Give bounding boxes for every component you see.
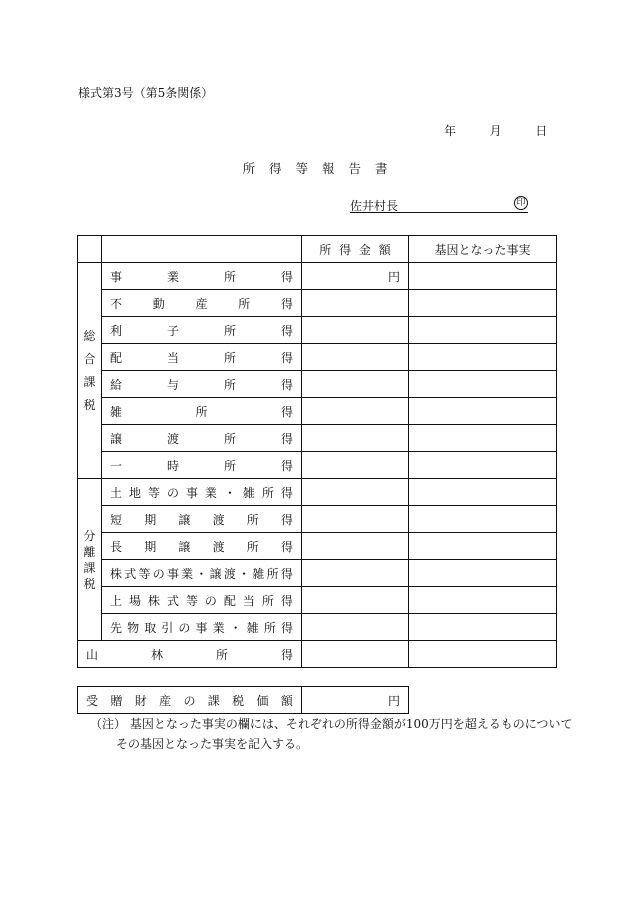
table-row [78,290,557,317]
separate-item-label-cell [102,587,302,614]
label-char: 受 [86,693,99,708]
label-char: 産 [195,296,208,311]
label-char: 短 [110,512,123,527]
comprehensive-item-label-cell [102,398,302,425]
label-char: 額 [280,693,293,708]
label-char: 譲 [110,431,123,446]
comprehensive-item-reason-cell[interactable] [409,452,557,479]
separate-item-label [102,592,301,609]
label-char: の [204,593,217,608]
comprehensive-item-reason-cell[interactable] [409,263,557,290]
label-char: 得 [280,323,293,338]
comprehensive-item-label [102,403,301,420]
footnote-line-1 [90,714,573,734]
label-char: 上 [110,593,123,608]
label-char: ・ [238,566,251,581]
label-char: 取 [144,620,157,635]
label-char: 贈 [110,693,123,708]
label-char: 等 [147,485,160,500]
label-char: 渡 [212,512,225,527]
label-char: 所 [263,620,276,635]
comprehensive-item-reason-cell[interactable] [409,425,557,452]
label-char: 雑 [252,566,265,581]
table-row [78,317,557,344]
separate-item-amount-cell[interactable] [302,533,409,560]
label-char: 給 [110,377,123,392]
label-char: 得 [280,620,293,635]
label-char: 得 [280,566,293,581]
label-char: 所 [266,566,279,581]
table-row [78,398,557,425]
comprehensive-item-label [102,349,301,366]
label-char: 得 [280,431,293,446]
label-char: 税 [232,693,245,708]
header-row [78,236,557,263]
date-year-label: 年 [444,124,457,138]
table-row [78,425,557,452]
comprehensive-item-reason-cell[interactable] [409,371,557,398]
label-char: 所 [223,431,236,446]
header-income-amount: 所 得 金 額 [302,236,409,263]
table-row [78,344,557,371]
label-char: 利 [110,323,123,338]
addressee-line [350,197,528,213]
separate-item-reason-cell[interactable] [409,533,557,560]
gift-value-cell[interactable]: 円 [302,687,409,714]
title-text: 所 得 等 報 告 書 [242,161,388,176]
group-char: 総 [83,329,96,343]
label-char: 先 [110,620,123,635]
group-char: 分 [83,528,96,543]
footnote-prefix: （注） [90,717,127,731]
label-char: 長 [110,539,123,554]
forest-item-amount-cell[interactable] [302,641,409,668]
label-char: 価 [256,693,269,708]
label-char: 業 [212,620,225,635]
comprehensive-item-amount-cell[interactable] [302,290,409,317]
label-char: 林 [150,647,163,662]
table-row [78,506,557,533]
date-day-label: 日 [535,124,548,138]
comprehensive-item-reason-cell[interactable] [409,290,557,317]
table-row [78,560,557,587]
label-char: 所 [223,350,236,365]
label-char: 所 [261,485,274,500]
label-char: 与 [166,377,179,392]
footnote-line-2 [90,734,573,754]
label-char: 譲 [178,539,191,554]
label-char: 配 [110,350,123,365]
table-row [78,479,557,506]
header-reason: 基因となった事実 [409,236,557,263]
label-char: 所 [238,296,251,311]
label-char: 等 [185,593,198,608]
comprehensive-item-amount-cell[interactable] [302,398,409,425]
comprehensive-item-label-cell [102,425,302,452]
separate-item-label-cell [102,506,302,533]
table-row [78,452,557,479]
separate-item-reason-cell[interactable] [409,506,557,533]
label-char: 得 [280,512,293,527]
label-char: ・ [229,620,242,635]
label-char: 土 [110,485,123,500]
label-char: 譲 [209,566,222,581]
comprehensive-item-label [102,295,301,312]
separate-item-amount-cell[interactable] [302,560,409,587]
separate-item-label [102,484,301,501]
group-separate [78,479,102,641]
label-char: 式 [124,566,137,581]
separate-item-amount-cell[interactable] [302,506,409,533]
label-char: 所 [215,647,228,662]
comprehensive-item-label-cell [102,263,302,290]
label-char: 得 [280,458,293,473]
label-char: 物 [127,620,140,635]
label-char: 事 [185,485,198,500]
comprehensive-item-reason-cell[interactable] [409,317,557,344]
label-char: の [183,693,196,708]
separate-item-reason-cell[interactable] [409,479,557,506]
comprehensive-item-amount-cell[interactable] [302,371,409,398]
separate-item-amount-cell[interactable] [302,479,409,506]
table-row [78,371,557,398]
label-char: 得 [280,404,293,419]
separate-item-label-cell [102,614,302,641]
comprehensive-item-label-cell [102,344,302,371]
separate-item-label [102,619,301,636]
group-comprehensive [78,263,102,479]
gift-row [78,687,409,714]
label-char: 所 [261,593,274,608]
label-char: 当 [242,593,255,608]
table-row [78,587,557,614]
table-row [78,614,557,641]
header-blank-cell [102,236,302,263]
label-char: 所 [246,512,259,527]
comprehensive-item-label-cell [102,371,302,398]
label-char: 引 [161,620,174,635]
label-char: 株 [110,566,123,581]
label-char: 所 [223,458,236,473]
table-row [78,641,557,668]
group-char: 税 [83,398,96,412]
label-char: 得 [280,485,293,500]
label-char: 子 [166,323,179,338]
label-char: 所 [246,539,259,554]
label-char: 業 [204,485,217,500]
label-char: 事 [166,566,179,581]
comprehensive-item-reason-cell[interactable] [409,344,557,371]
label-char: 一 [110,458,123,473]
group-char: 課 [83,560,96,575]
label-char: 業 [166,269,179,284]
comprehensive-item-label [102,376,301,393]
comprehensive-item-label [102,268,301,285]
label-char: 得 [280,377,293,392]
footnote-text-1: 基因となった事実の欄には、それぞれの所得金額が100万円を超えるものについて [129,717,573,731]
label-char: 得 [280,269,293,284]
label-char: 得 [280,647,293,662]
form-number: 様式第3号（第5条関係） [78,86,214,100]
label-char: 雑 [242,485,255,500]
label-char: 期 [144,539,157,554]
label-char: 渡 [166,431,179,446]
label-char: 山 [86,647,99,662]
separate-item-label [102,538,301,555]
label-char: 得 [280,593,293,608]
forest-item-label [78,646,301,663]
separate-item-label [102,565,301,582]
label-char: 地 [128,485,141,500]
label-char: の [152,566,165,581]
label-char: 期 [144,512,157,527]
label-char: 不 [110,296,123,311]
label-char: 得 [280,350,293,365]
footnote-text-2: その基因となった事実を記入する。 [116,737,309,751]
separate-item-amount-cell[interactable] [302,587,409,614]
gift-label [78,692,301,709]
separate-item-label-cell [102,560,302,587]
label-char: 時 [166,458,179,473]
label-char: ・ [195,566,208,581]
separate-item-reason-cell[interactable] [409,560,557,587]
label-char: 産 [159,693,172,708]
group-char: 税 [83,576,96,591]
forest-item-reason-cell[interactable] [409,641,557,668]
table-row [78,263,557,290]
label-char: 得 [280,296,293,311]
label-char: 事 [195,620,208,635]
label-char: の [166,485,179,500]
separate-item-reason-cell[interactable] [409,614,557,641]
group-char: 課 [83,375,96,389]
date-month-label: 月 [489,124,502,138]
label-char: 当 [166,350,179,365]
comprehensive-item-label [102,430,301,447]
comprehensive-item-amount-cell[interactable] [302,344,409,371]
label-char: 株 [147,593,160,608]
gift-label-cell [78,687,302,714]
separate-item-label-cell [102,533,302,560]
label-char: 事 [110,269,123,284]
gift-table [77,686,409,714]
label-char: 雑 [110,404,123,419]
separate-item-label [102,511,301,528]
date-line [444,122,547,139]
forest-item-label-cell [78,641,302,668]
document-title [0,159,630,177]
seal-mark: 印 [514,196,528,210]
separate-item-reason-cell[interactable] [409,587,557,614]
label-char: 業 [181,566,194,581]
label-char: 所 [223,323,236,338]
comprehensive-item-reason-cell[interactable] [409,398,557,425]
comprehensive-item-label-cell [102,452,302,479]
comprehensive-item-label-cell [102,317,302,344]
label-char: 得 [280,539,293,554]
comprehensive-item-label-cell [102,290,302,317]
separate-item-amount-cell[interactable] [302,614,409,641]
label-char: 場 [128,593,141,608]
label-char: 雑 [246,620,259,635]
comprehensive-item-amount-cell[interactable] [302,317,409,344]
comprehensive-item-amount-cell[interactable]: 円 [302,263,409,290]
comprehensive-item-label [102,322,301,339]
label-char: 譲 [178,512,191,527]
label-char: 等 [138,566,151,581]
table-row [78,533,557,560]
income-table [77,235,557,668]
separate-item-label-cell [102,479,302,506]
label-char: 動 [152,296,165,311]
addressee-name: 佐井村長 [350,199,399,213]
header-corner-cell [78,236,102,263]
footnote [90,714,573,754]
label-char: 所 [223,377,236,392]
label-char: 渡 [212,539,225,554]
comprehensive-item-amount-cell[interactable] [302,452,409,479]
label-char: ・ [223,485,236,500]
label-char: 財 [134,693,147,708]
group-char: 合 [83,352,96,366]
label-char: 式 [166,593,179,608]
label-char: 所 [223,269,236,284]
label-char: 課 [207,693,220,708]
comprehensive-item-amount-cell[interactable] [302,425,409,452]
label-char: 渡 [223,566,236,581]
label-char: 所 [195,404,208,419]
label-char: 配 [223,593,236,608]
label-char: の [178,620,191,635]
group-char: 離 [83,544,96,559]
comprehensive-item-label [102,457,301,474]
